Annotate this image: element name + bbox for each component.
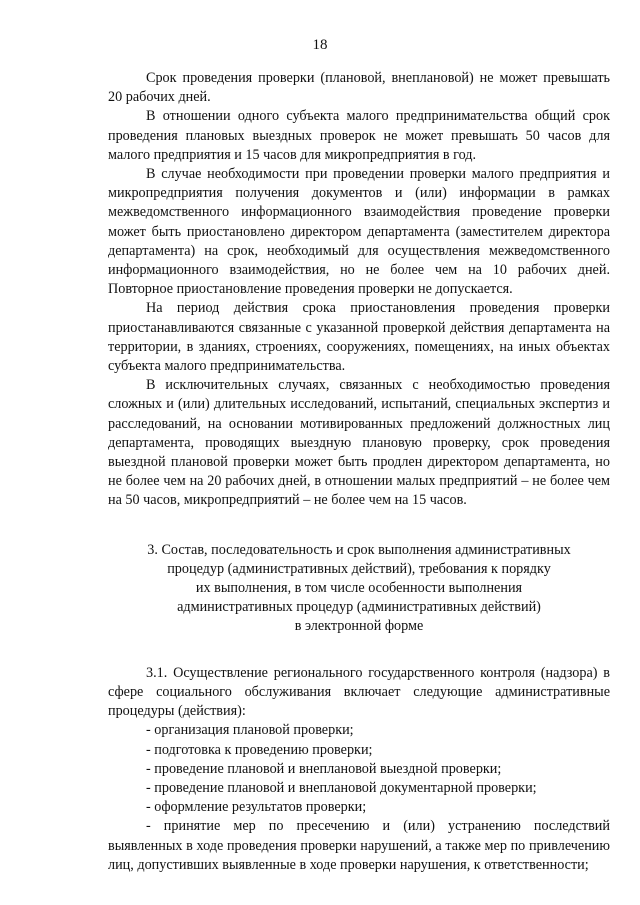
- paragraph-procedures-intro: 3.1. Осуществление регионального государственного контроля (надзора) в сфере социального обслуживания включает следующие административные процедуры (действия):: [108, 664, 610, 720]
- paragraph-inspection-duration: Срок проведения проверки (плановой, внеплановой) не может превышать 20 рабочих дней.: [108, 70, 610, 106]
- list-item: - проведение плановой и внеплановой документарной проверки;: [146, 779, 537, 796]
- section-heading: [108, 541, 610, 637]
- paragraph-suspension-period: На период действия срока приостановления проведения проверки приостанавливаются связанные с указанной проверкой действия департамента на территории, в зданиях, строениях, сооружениях, помещениях, на иных объектах субъекта малого предпринимательства.: [108, 300, 610, 375]
- document-body: [108, 69, 610, 875]
- paragraph-extension: В исключительных случаях, связанных с необходимостью проведения сложных и (или) длительных исследований, испытаний, специальных экспертиз и расследований, на основании мотивированных предложений должностных лиц департамента, проводящих выездную плановую проверку, срок проведения выездной плановой проверки может быть продлен директором департамента, но не более чем на 20 рабочих дней, в отношении малых предприятий – не более чем на 50 часов, микропредприятий – не более чем на 15 часов.: [108, 377, 610, 509]
- list-item: - подготовка к проведению проверки;: [146, 741, 373, 758]
- paragraph-suspension: В случае необходимости при проведении проверки малого предприятия и микропредприятия получения документов и (или) информации в рамках межведомственного информационного взаимодействия проведение проверки может быть приостановлено директором департамента (заместителем директора департамента) на срок, необходимый для осуществления межведомственного информационного взаимодействия, но не более чем на 10 рабочих дней. Повторное приостановление проведения проверки не допускается.: [108, 166, 610, 298]
- section-heading-line: процедур (административных действий), требования к порядку: [167, 560, 551, 577]
- section-heading-line: административных процедур (административных действий): [177, 599, 541, 616]
- paragraph-small-business-limit: В отношении одного субъекта малого предпринимательства общий срок проведения плановых выездных проверок не может превышать 50 часов для малого предприятия и 15 часов для микропредприятия в год.: [108, 108, 610, 163]
- list-item: - проведение плановой и внеплановой выездной проверки;: [146, 760, 502, 777]
- list-item: - принятие мер по пресечению и (или) устранению последствий выявленных в ходе проведения проверки нарушений, а также мер по привлечению лиц, допустивших выявленные в ходе проверки нарушения, к ответственности;: [108, 818, 610, 873]
- section-heading-line: 3. Состав, последовательность и срок выполнения административных: [147, 541, 571, 558]
- page-number: 18: [312, 37, 328, 53]
- procedures-list: [108, 721, 610, 875]
- section-heading-line: в электронной форме: [294, 618, 424, 635]
- list-item: - оформление результатов проверки;: [146, 799, 367, 816]
- section-heading-line: их выполнения, в том числе особенности выполнения: [195, 580, 523, 597]
- list-item: - организация плановой проверки;: [146, 722, 354, 739]
